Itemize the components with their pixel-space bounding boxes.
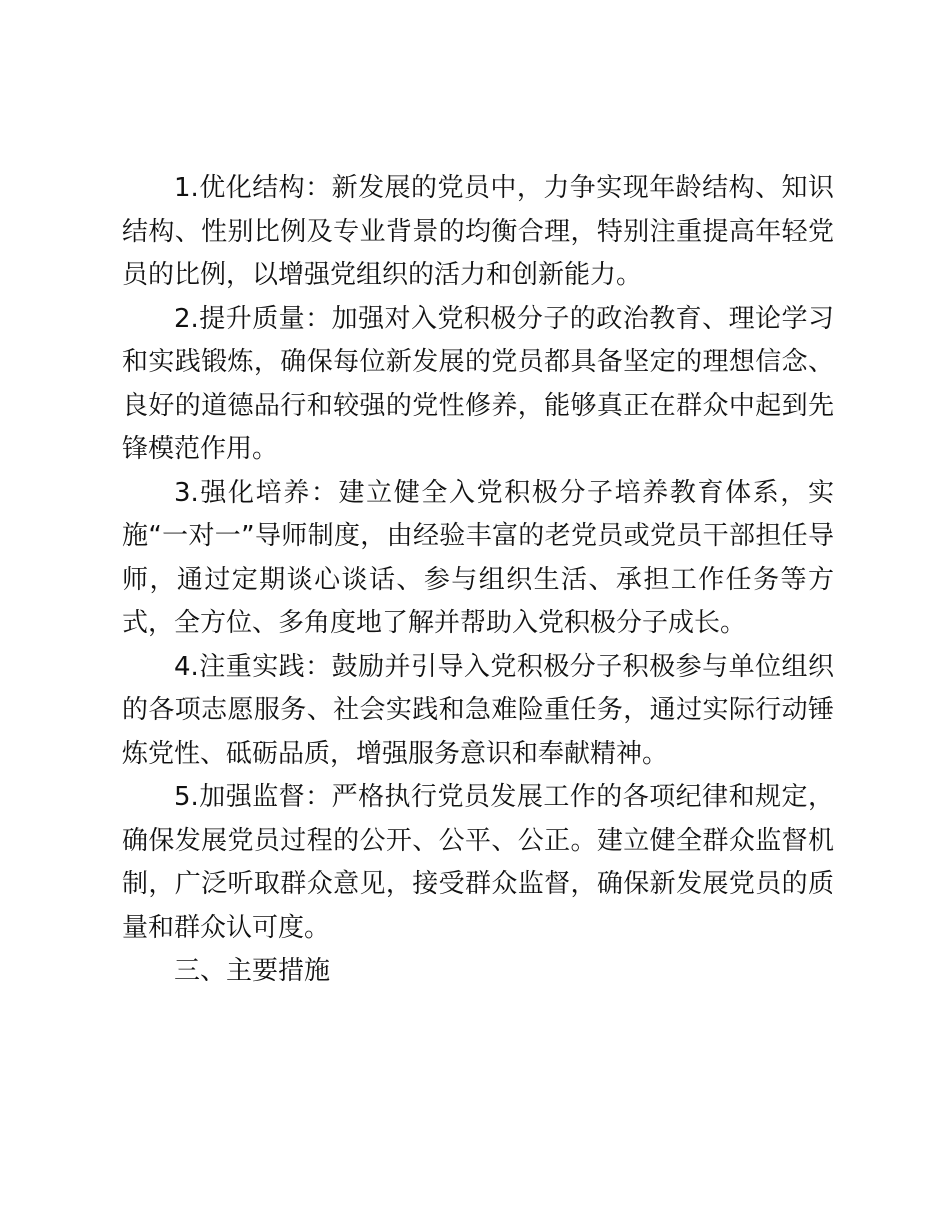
paragraph-strengthen-training: 3.强化培养：建立健全入党积极分子培养教育体系，实施“一对一”导师制度，由经验丰富的老党员或党员干部担任导师，通过定期谈心谈话、参与组织生活、承担工作任务等方式，全方位、多角度地了解并帮助入党积极分子成长。: [122, 477, 834, 638]
paragraph-focus-practice: 4.注重实践：鼓励并引导入党积极分子积极参与单位组织的各项志愿服务、社会实践和急难险重任务，通过实际行动锤炼党性、砥砺品质，增强服务意识和奉献精神。: [122, 651, 834, 769]
paragraph-strengthen-supervision: 5.加强监督：严格执行党员发展工作的各项纪律和规定，确保发展党员过程的公开、公平、公正。建立健全群众监督机制，广泛听取群众意见，接受群众监督，确保新发展党员的质量和群众认可度。: [122, 782, 834, 943]
paragraph-improve-quality: 2.提升质量：加强对入党积极分子的政治教育、理论学习和实践锻炼，确保每位新发展的党员都具备坚定的理想信念、良好的道德品行和较强的党性修养，能够真正在群众中起到先锋模范作用。: [122, 303, 834, 464]
paragraph-optimize-structure: 1.优化结构：新发展的党员中，力争实现年龄结构、知识结构、性别比例及专业背景的均衡合理，特别注重提高年轻党员的比例，以增强党组织的活力和创新能力。: [122, 173, 834, 290]
section-heading-main-measures: 三、主要措施: [174, 956, 331, 986]
document-body: [122, 167, 834, 994]
